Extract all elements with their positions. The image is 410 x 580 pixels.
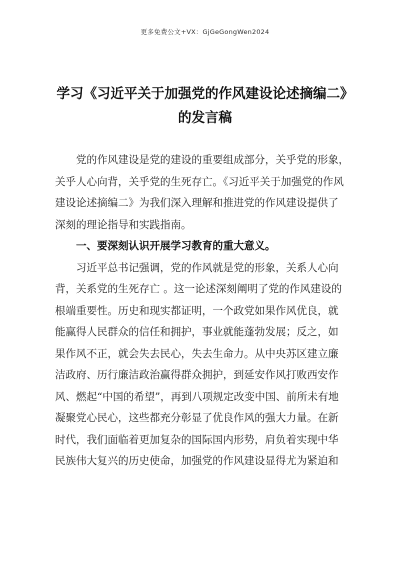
- paragraph-2-line: 洁政府、历行廉洁政治赢得群众拥护，到延安作风打败西安作: [55, 369, 339, 381]
- paragraph-2-line: 民族伟大复兴的历史使命，加强党的作风建设显得尤为紧迫和: [55, 455, 339, 467]
- document-title-line-1: 学习《习近平关于加强党的作风建设论述摘编二》: [56, 86, 354, 102]
- paragraph-1-line: 深刻的理论指导和实践指南。: [55, 218, 192, 231]
- paragraph-1-line: 建设论述摘编二》为我们深入理解和推进党的作风建设提供了: [55, 197, 339, 209]
- paragraph-2-line: 时代，我们面临着更加复杂的国际国内形势，肩负着实现中华: [55, 433, 339, 446]
- paragraph-2-line: 凝聚党心民心，这些都充分彰显了优良作风的强大力量。在新: [55, 412, 339, 424]
- paragraph-1-line: 党的作风建设是党的建设的重要组成部分，关乎党的形象，: [76, 154, 349, 166]
- paragraph-2-line: 背，关系党的生死存亡 。这一论述深刻阐明了党的作风建设的: [55, 283, 342, 295]
- section-1-heading: 一、要深刻认识开展学习教育的重大意义。: [76, 240, 276, 252]
- paragraph-2-line: 果作风不正，就会失去民心，失去生命力。从中央苏区建立廉: [55, 347, 339, 360]
- header-note: 更多免费公文+VX：GjGeGongWen2024: [140, 28, 270, 36]
- paragraph-2-line: 根端重要性。历史和现实都证明，一个政党如果作风优良，就: [55, 304, 339, 317]
- paragraph-1-line: 关乎人心向背，关乎党的生死存亡。《习近平关于加强党的作风: [55, 175, 344, 188]
- document-body: [55, 150, 355, 473]
- paragraph-2-line: 能赢得人民群众的信任和拥护，事业就能蓬勃发展；反之，如: [55, 326, 339, 338]
- paragraph-2-line: 风、燃起“中国的希望”，再到八项规定改变中国、前所未有地: [55, 390, 339, 403]
- paragraph-2-line: 习近平总书记强调，党的作风就是党的形象，关系人心向: [76, 261, 339, 274]
- document-title-line-2: 的发言稿: [178, 110, 232, 126]
